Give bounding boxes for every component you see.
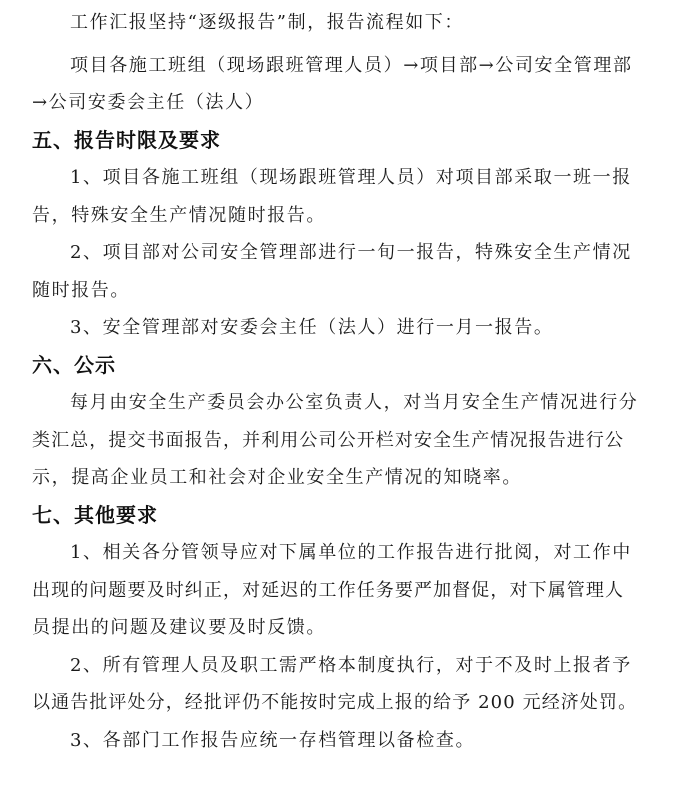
section-5-p3-line-1: 3、安全管理部对安委会主任（法人）进行一月一报告。 <box>70 317 554 338</box>
section-5-p1-line-2: 告，特殊安全生产情况随时报告。 <box>32 205 326 226</box>
section-7-p1-line-1: 1、相关各分管领导应对下属单位的工作报告进行批阅，对工作中 <box>70 542 632 563</box>
section-6-title: 六、公示 <box>32 353 116 377</box>
intro-line-3: →公司安委会主任（法人） <box>32 92 265 113</box>
section-6-p1-line-2: 类汇总，提交书面报告，并利用公司公开栏对安全生产情况报告进行公 <box>32 430 625 451</box>
section-6-p1-line-3: 示，提高企业员工和社会对企业安全生产情况的知晓率。 <box>32 467 522 488</box>
section-7-p1-line-2: 出现的问题要及时纠正，对延迟的工作任务要严加督促，对下属管理人 <box>32 580 625 601</box>
intro-line-1: 工作汇报坚持“逐级报告”制，报告流程如下： <box>70 12 465 33</box>
section-7-p2-line-1: 2、所有管理人员及职工需严格本制度执行，对于不及时上报者予 <box>70 655 632 676</box>
section-6-p1-line-1: 每月由安全生产委员会办公室负责人，对当月安全生产情况进行分 <box>70 392 639 413</box>
section-7-p3-line-1: 3、各部门工作报告应统一存档管理以备检查。 <box>70 730 476 751</box>
section-7-p2-line-2: 以通告批评处分，经批评仍不能按时完成上报的给予 200 元经济处罚。 <box>32 692 638 713</box>
section-5-p1-line-1: 1、项目各施工班组（现场跟班管理人员）对项目部采取一班一报 <box>70 167 632 188</box>
intro-line-2: 项目各施工班组（现场跟班管理人员）→项目部→公司安全管理部 <box>70 55 633 76</box>
section-5-p2-line-2: 随时报告。 <box>32 280 130 301</box>
section-7-p1-line-3: 员提出的问题及建议要及时反馈。 <box>32 617 326 638</box>
section-5-title: 五、报告时限及要求 <box>32 128 221 152</box>
section-7-title: 七、其他要求 <box>32 503 158 527</box>
section-5-p2-line-1: 2、项目部对公司安全管理部进行一旬一报告，特殊安全生产情况 <box>70 242 632 263</box>
